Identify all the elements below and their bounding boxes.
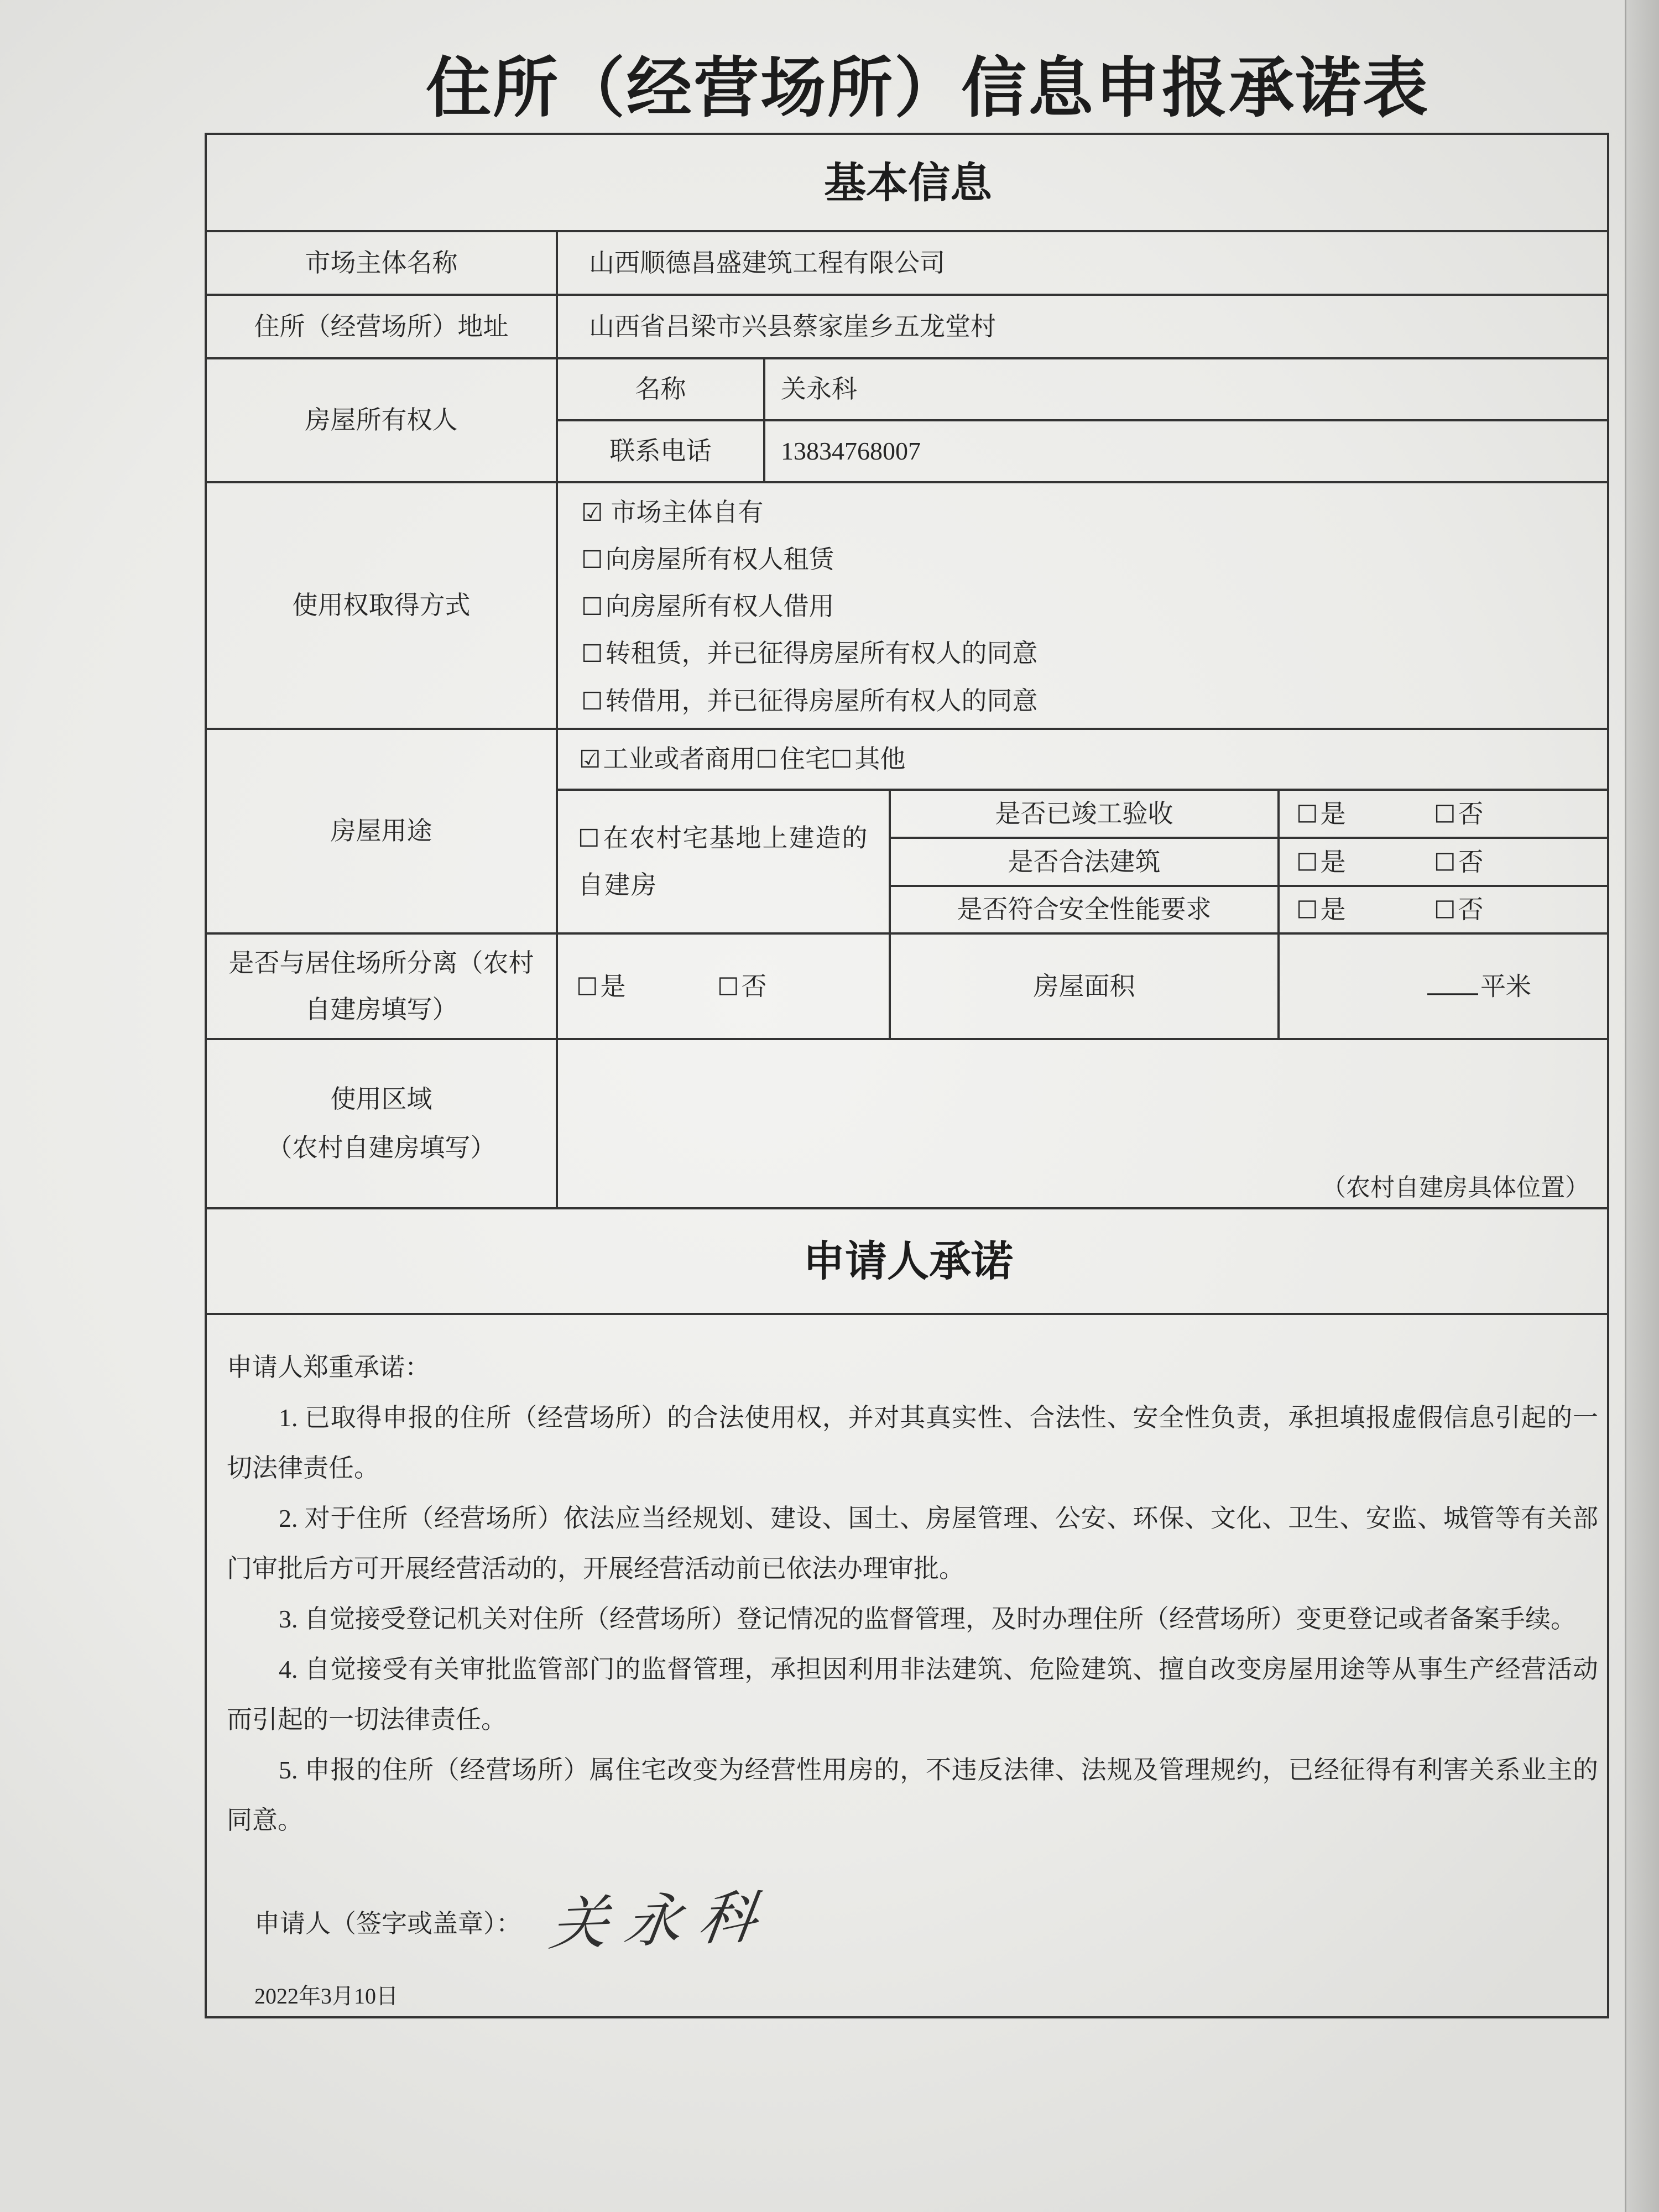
- rural-self-built-label: 在农村宅基地上建造的自建房: [578, 823, 869, 899]
- rural-question-cell: [889, 885, 1277, 932]
- yes-option: [1296, 894, 1345, 926]
- usage-right-option: [581, 497, 763, 529]
- signature-label: 申请人（签字或盖章）：: [254, 1910, 521, 1938]
- house-area-unit: 平米: [1480, 972, 1531, 1000]
- owner-phone-label-cell: [556, 419, 763, 481]
- usage-area-note: （农村自建房具体位置）: [1322, 1174, 1589, 1201]
- form-title: 住所（经营场所）信息申报承诺表: [426, 50, 1430, 126]
- owner-name-value: 关永科: [781, 375, 857, 404]
- address-value: 山西省吕梁市兴县蔡家崖乡五龙堂村: [589, 312, 996, 341]
- usage-right-label: 使用权取得方式: [292, 591, 471, 620]
- checkbox: ☐: [581, 640, 603, 669]
- checkbox: ☐: [717, 972, 739, 1001]
- house-purpose-option-label: 工业或者商用: [603, 745, 756, 774]
- checkbox: ☑: [579, 745, 601, 774]
- address-value-cell: [556, 294, 1609, 357]
- commitment-item: 4. 自觉接受有关审批监管部门的监督管理，承担因利用非法建筑、危险建筑、擅自改变房屋用途等从事生产经营活动而引起的一切法律责任。: [227, 1655, 1598, 1734]
- house-purpose-option-label: 住宅: [779, 745, 831, 774]
- no-option: [1434, 846, 1483, 878]
- rural-answer-cell: [1277, 837, 1609, 885]
- declaration-form-table: [205, 133, 1609, 2018]
- house-purpose-option-label: 其他: [854, 745, 906, 774]
- checkbox: ☐: [755, 745, 778, 774]
- house-area-value-cell: [1277, 932, 1609, 1038]
- owner-phone-value: 13834768007: [781, 437, 921, 466]
- checkbox: ☐: [1434, 800, 1456, 828]
- checkbox: ☐: [1434, 848, 1456, 877]
- no-label: 否: [741, 972, 767, 1000]
- checkbox: ☐: [576, 972, 598, 1001]
- separation-label-cell: [205, 932, 556, 1038]
- house-purpose-option: [755, 743, 830, 775]
- paper-edge-shadow: [1625, 0, 1659, 2212]
- usage-area-label: 使用区域: [330, 1085, 432, 1113]
- usage-right-option-label: 向房屋所有权人租赁: [605, 545, 834, 574]
- owner-name-label-cell: [556, 357, 763, 419]
- rural-answer-cell: [1277, 885, 1609, 932]
- rural-question-completion-acceptance: 是否已竣工验收: [995, 799, 1173, 828]
- checkbox: ☐: [581, 546, 603, 575]
- address-label: 住所（经营场所）地址: [254, 312, 509, 341]
- rural-question-legal-building: 是否合法建筑: [1008, 847, 1161, 876]
- usage-right-option: [581, 638, 1037, 670]
- owner-phone-label: 联系电话: [609, 437, 712, 466]
- basic-info-heading-cell: [205, 133, 1609, 230]
- owner-label-cell: [205, 357, 556, 481]
- rural-question-cell: [889, 837, 1277, 885]
- usage-area-label-cell: [205, 1038, 556, 1207]
- no-label: 否: [1458, 799, 1484, 828]
- house-area-label-cell: [889, 932, 1277, 1038]
- checkbox: ☐: [1296, 896, 1318, 925]
- no-option: [717, 971, 766, 1003]
- owner-name-value-cell: [763, 357, 1609, 419]
- yes-option: [1296, 798, 1345, 830]
- entity-name-value: 山西顺德昌盛建筑工程有限公司: [589, 248, 945, 277]
- separation-label: 是否与居住场所分离（农村自建房填写）: [228, 948, 534, 1024]
- commitment-item: 2. 对于住所（经营场所）依法应当经规划、建设、国土、房屋管理、公安、环保、文化、卫生、安监、城管等有关部门审批后方可开展经营活动的，开展经营活动前已依法办理审批。: [227, 1504, 1598, 1583]
- rural-question-safety-requirements: 是否符合安全性能要求: [957, 895, 1212, 924]
- yes-option: [1296, 846, 1345, 878]
- entity-name-label-cell: [205, 230, 556, 294]
- commitment-body: [205, 1313, 1609, 2018]
- usage-right-option-label: 市场主体自有: [611, 498, 764, 526]
- usage-right-option: [581, 544, 834, 576]
- checkbox: ☐: [1296, 800, 1318, 828]
- commitment-intro: 申请人郑重承诺：: [227, 1353, 430, 1381]
- yes-label: 是: [1320, 847, 1346, 876]
- checkbox: ☐: [1296, 848, 1318, 877]
- owner-label: 房屋所有权人: [305, 406, 458, 435]
- rural-answer-cell: [1277, 789, 1609, 837]
- commitment-heading-cell: [205, 1207, 1609, 1313]
- basic-info-heading: 基本信息: [824, 158, 992, 207]
- owner-phone-value-cell: [763, 419, 1609, 481]
- commitment-heading: 申请人承诺: [803, 1237, 1013, 1286]
- entity-name-value-cell: [556, 230, 1609, 294]
- address-label-cell: [205, 294, 556, 357]
- usage-right-options-cell: [556, 481, 1609, 728]
- usage-right-label-cell: [205, 481, 556, 728]
- no-option: [1434, 798, 1483, 830]
- house-area-label: 房屋面积: [1033, 972, 1135, 1000]
- house-purpose-label-cell: [205, 728, 556, 932]
- no-label: 否: [1458, 847, 1484, 876]
- checkbox: ☐: [1434, 896, 1456, 925]
- house-purpose-option: [831, 743, 905, 775]
- usage-right-option: [581, 591, 834, 623]
- usage-area-value-cell: [556, 1038, 1609, 1207]
- usage-right-option-label: 向房屋所有权人借用: [605, 592, 834, 621]
- yes-label: 是: [1320, 799, 1346, 828]
- rural-question-cell: [889, 789, 1277, 837]
- handwritten-signature: 关永科: [546, 1882, 778, 1959]
- entity-name-label: 市场主体名称: [305, 248, 458, 277]
- commitment-item: 3. 自觉接受登记机关对住所（经营场所）登记情况的监督管理，及时办理住所（经营场所）变更登记或者备案手续。: [279, 1605, 1576, 1633]
- usage-right-option-label: 转借用，并已征得房屋所有权人的同意: [605, 686, 1038, 715]
- usage-right-option: [581, 685, 1037, 717]
- checkbox: ☐: [830, 745, 853, 774]
- usage-right-option-label: 转租赁，并已征得房屋所有权人的同意: [605, 639, 1038, 668]
- no-option: [1434, 894, 1483, 926]
- owner-name-label: 名称: [635, 375, 686, 404]
- yes-option: [576, 971, 625, 1003]
- rural-self-built-option: [578, 815, 877, 909]
- yes-label: 是: [600, 972, 626, 1000]
- sign-date: 2022年3月10日: [254, 1984, 398, 2008]
- yes-label: 是: [1320, 895, 1346, 924]
- usage-area-sublabel: （农村自建房填写）: [267, 1134, 496, 1162]
- commitment-item: 1. 已取得申报的住所（经营场所）的合法使用权，并对其真实性、合法性、安全性负责，承担填报虚假信息引起的一切法律责任。: [227, 1404, 1598, 1482]
- house-purpose-option: [579, 743, 755, 775]
- rural-self-built-cell: [556, 789, 889, 932]
- checkbox: ☐: [578, 824, 601, 853]
- checkbox: ☑: [581, 498, 603, 527]
- house-purpose-label: 房屋用途: [330, 817, 432, 846]
- separation-options-cell: [556, 932, 889, 1038]
- house-purpose-options-cell: [556, 728, 1609, 789]
- checkbox: ☐: [581, 687, 603, 716]
- commitment-item: 5. 申报的住所（经营场所）属住宅改变为经营性用房的，不违反法律、法规及管理规约，已经征得有利害关系业主的同意。: [227, 1756, 1598, 1834]
- house-area-blank-line: [1427, 971, 1478, 995]
- house-area-field: [1427, 971, 1531, 1003]
- no-label: 否: [1458, 895, 1484, 924]
- checkbox: ☐: [581, 593, 603, 622]
